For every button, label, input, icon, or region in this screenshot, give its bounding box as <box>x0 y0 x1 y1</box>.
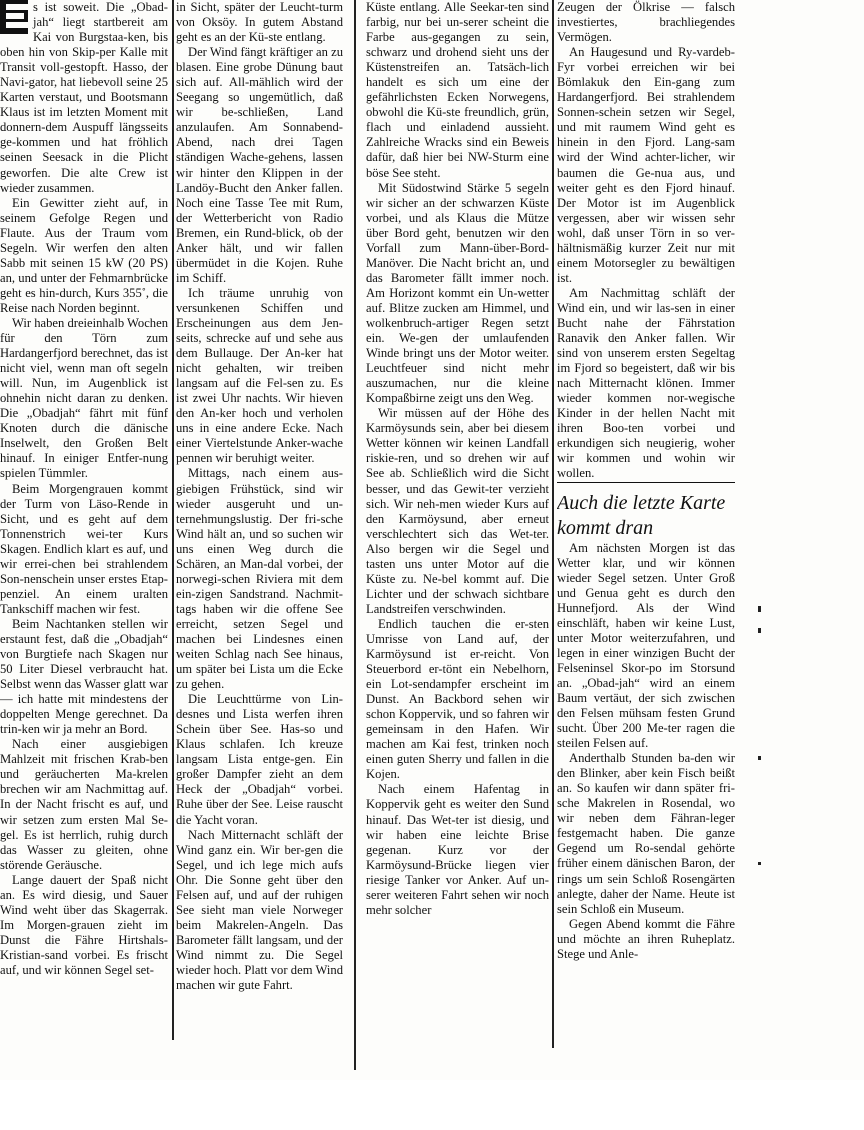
column-rule <box>552 0 554 1048</box>
column-rule <box>172 0 174 1040</box>
article-paragraph: s ist soweit. Die „Obad-jah“ liegt startbereit am Kai von Burgstaa-ken, bis oben hin von Skip-per Kalle mit Transit voll-gestopft. Hasso, der Navi-gator, hat liebevoll seine 25 Karten verstaut, und Bootsmann Klaus ist im letzten Moment mit donnern-dem Auspuff längsseits ge-kommen und hat fröhlich seinen Seesack in die Plicht geworfen. Die alte Crew ist wieder zusammen. <box>0 0 168 195</box>
article-paragraph: Beim Morgengrauen kommt der Turm von Läso-Rende in Sicht, und es geht auf dem Tonnenstrich wei-ter Kurs Skagen. Endlich klart es auf, und wir errei-chen bei strahlendem Son-nenschein unser erstes Etap-penziel. An einem uralten Tankschiff machen wir fest. <box>0 481 168 616</box>
column-rule <box>354 0 356 1070</box>
article-paragraph: Gegen Abend kommt die Fähre und möchte an ihren Ruheplatz. Stege und Anle- <box>557 916 735 961</box>
article-paragraph: Küste entlang. Alle Seekar-ten sind farbig, nur bei un-serer scheint die Farbe aus-gegangen zu sein, schwarz und drohend sieht uns der Küstenstreifen an. Tatsäch-lich handelt es sich um eine der gefährlichsten Ecken Norwegens, obwohl die Kü-ste freundlich, grün, flach und einladend aussieht. Zahlreiche Wracks sind ein Beweis dafür, daß hier bei NW-Sturm eine böse See steht. <box>366 0 549 180</box>
scan-speck <box>758 606 761 612</box>
article-column-2 <box>176 0 343 1070</box>
article-paragraph: Wir haben dreieinhalb Wochen für den Törn zum Hardangerfjord berechnet, das ist nicht viel, wenn man oft segeln will. Nun, im Augenblick ist ohnehin nicht daran zu denken. Die „Obadjah“ fährt mit fünf Knoten durch die dänische Inselwelt, den Großen Belt hinauf. In einiger Entfer-nung spielen Tümmler. <box>0 315 168 481</box>
article-paragraph: Anderthalb Stunden ba-den wir den Blinker, aber kein Fisch beißt an. So kaufen wir dann später fri-sche Makrelen in Rosendal, wo wir neben dem Fähran-leger festgemacht haben. Die ganze Gegend um Ro-sendal gehörte früher einem dänischen Baron, der rings um sein Schloß Rosengärten anlegte, daher der Name. Heute ist sein Schloß ein Museum. <box>557 751 735 916</box>
scan-speck <box>758 862 761 865</box>
article-column-3 <box>366 0 549 1070</box>
article-column-4 <box>557 0 735 1070</box>
article-paragraph: An Haugesund und Ry-vardeb-Fyr vorbei erreichen wir bei Bömlakuk den Ein-gang zum Hardangerfjord. Bei strahlendem Sonnen-schein setzen wir Segel, und mit raumem Wind geht es hinein in den Fjord. Lang-sam wird der Wind achter-licher, wir baumen die Ge-nua aus, und weiter geht es den Fjord hinauf. Der Motor ist im Augenblick vergessen, aber wir wissen sehr wohl, daß unser Törn in so ver-hältnismäßig kurzer Zeit nur mit einem Motorsegler zu bewältigen ist. <box>557 45 735 285</box>
article-paragraph: Ein Gewitter zieht auf, in seinem Gefolge Regen und Flaute. Aus der Traum vom Segeln. Wir werfen den alten Sabb mit seinen 15 kW (20 PS) an, und unter der Fehmarnbrücke geht es hin-durch, Kurs 355˚, die Reise nach Norden beginnt. <box>0 195 168 315</box>
article-paragraph: Endlich tauchen die er-sten Umrisse von Land auf, der Karmöysund ist er-reicht. Von Steuerbord er-tönt ein Nebelhorn, ein Lot-sendampfer erscheint im Dunst. An Backbord sehen wir schon Koppervik, und so fahren wir gemeinsam in den Hafen. Wir machen am Kai fest, trinken noch einen guten Sherry und fallen in die Kojen. <box>366 616 549 782</box>
article-paragraph: Nach einer ausgiebigen Mahlzeit mit frischen Krab-ben und geräucherten Ma-krelen brechen wir am Nachmittag auf. In der Nacht frischt es auf, und wir setzen zum ersten Mal Se-gel. Es ist herrlich, ruhig durch das Wasser zu gleiten, ohne störende Geräusche. <box>0 737 168 872</box>
article-paragraph: Ich träume unruhig von versunkenen Schiffen und Erscheinungen aus dem Jen-seits, schrecke auf und sehe aus dem Bullauge. Der An-ker hat nicht gehalten, wir treiben langsam auf die Fel-sen zu. Es ist zwei Uhr nachts. Wir hieven den An-ker hoch und verholen uns in eine andere Ecke. Nach einer Viertelstunde Anker-wache pennen wir beruhigt weiter. <box>176 285 343 466</box>
article-paragraph: Mittags, nach einem aus-giebigen Frühstück, sind wir wieder ausgeruht und un-ternehmungslustig. Der fri-sche Wind hält an, und so suchen wir uns einen Weg durch die Schären, an Man-dal vorbei, der norwegi-schen Riviera mit dem ein-zigen Sandstrand. Nachmit-tags haben wir die offene See erreicht, setzen Segel und machen bei Lindesnes einen weiten Schlag nach See hinaus, um später bei Lista um die Ecke zu gehen. <box>176 466 343 692</box>
page-margin <box>0 1080 864 1130</box>
article-paragraph: Zeugen der Ölkrise — falsch investiertes, brachliegendes Vermögen. <box>557 0 735 45</box>
article-paragraph: Nach einem Hafentag in Koppervik geht es weiter den Sund hinauf. Das Wet-ter ist diesig, und wir haben eine leichte Brise gegenan. Kurz vor der Karmöysund-Brücke liegen vier riesige Tanker vor Anker. Auf un-serer weiteren Fahrt sehen wir noch mehr solcher <box>366 782 549 917</box>
article-paragraph: in Sicht, später der Leucht-turm von Oksöy. In gutem Abstand geht es an der Kü-ste entlang. <box>176 0 343 45</box>
article-column-1 <box>0 0 168 1075</box>
article-paragraph: Beim Nachtanken stellen wir erstaunt fest, daß die „Obadjah“ von Burgtiefe nach Skagen nur 50 Liter Diesel verbraucht hat. Selbst wenn das Wasser glatt war — ich hatte mit mindestens der doppelten Menge gerechnet. Da trin-ken wir ja mehr an Bord. <box>0 616 168 737</box>
article-paragraph: Nach Mitternacht schläft der Wind ganz ein. Wir ber-gen die Segel, und ich lege mich aufs Ohr. Die Sonne geht über den Felsen auf, und auf der ruhigen See sieht man viele Norweger beim Makrelen-Angeln. Das Barometer fällt langsam, und der Wind nimmt zu. Die Segel wieder hoch. Platt vor dem Wind machen wir gute Fahrt. <box>176 827 343 993</box>
section-headline: Auch die letzte Karte kommt dran <box>557 482 735 541</box>
article-paragraph: Die Leuchttürme von Lin-desnes und Lista werfen ihren Schein über See. Has-so und Klaus schlafen. Ich kreuze langsam Lista entge-gen. Ein großer Dampfer zieht an dem Heck der „Obadjah“ vorbei. Ruhe über der See. Leise rauscht die Yacht voran. <box>176 692 343 827</box>
drop-cap-e <box>0 0 28 34</box>
article-paragraph: Am nächsten Morgen ist das Wetter klar, und wir können wieder Segel setzen. Unter Groß und Genua geht es durch den Hunnefjord. Als der Wind einschläft, haben wir keine Lust, unter Motor weiterzufahren, und legen in einer winzigen Bucht der Felseninsel Skor-po im Storsund an. „Obad-jah“ wird an einem Baum vertäut, der sich zwischen den Felsen mühsam festen Grund sucht. Über 200 Me-ter ragen die steilen Felsen auf. <box>557 540 735 751</box>
scan-speck <box>758 756 761 760</box>
article-paragraph: Wir müssen auf der Höhe des Karmöysunds sein, aber bei diesem Wetter können wir keinen Landfall riskie-ren, und so drehen wir auf See ab. Schließlich wird die Sicht besser, und das Gewit-ter verzieht sich. Wir neh-men wieder Kurs auf den Karmöysund, aber erneut verschlechtert sich das Wet-ter. Also bergen wir die Segel und tasten uns unter Motor auf die Küste zu. Ne-bel kommt auf. Die Lichter und der schwach sichtbare Landstreifen verschwinden. <box>366 406 549 616</box>
scan-speck <box>758 628 761 633</box>
article-paragraph: Am Nachmittag schläft der Wind ein, und wir las-sen in einer Bucht nahe der Fährstation Ranavik den Anker fallen. Wir sind von unserem ersten Segeltag im Fjord so begeistert, daß wir bis nach Mitternacht klönen. Immer wieder kommen nor-wegische Kinder in der hellen Nacht mit ihren Boo-ten vorbei und erkundigen sich neugierig, woher wir kommen und wohin wir wollen. <box>557 285 735 481</box>
article-paragraph: Lange dauert der Spaß nicht an. Es wird diesig, und Sauer Wind weht über das Skagerrak. Im Morgen-grauen zieht im Dunst die Fähre Hirtshals-Kristian-sand vorbei. Es frischt auf, und wir können Segel set- <box>0 872 168 977</box>
article-paragraph: Der Wind fängt kräftiger an zu blasen. Eine grobe Dünung baut sich auf. All-mählich wird der Seegang so ungemütlich, daß wir be-schließen, Land anzulaufen. Am Sonnabend-Abend, nach drei Tagen ständigen Wache-gehens, lassen wir hinter den Klippen in der Landöy-Bucht den Anker fallen. Noch eine Tasse Tee mit Rum, der Wetterbericht von Radio Bremen, ein Rund-blick, ob der Anker hält, und wir fallen übermüdet in die Kojen. Ruhe im Schiff. <box>176 45 343 285</box>
article-paragraph: Mit Südostwind Stärke 5 segeln wir sicher an der schwarzen Küste vorbei, und als Klaus die Mütze über Bord geht, benutzen wir den Vorfall zum Mann-über-Bord-Manöver. Die Nacht bricht an, und das Barometer fällt immer noch. Am Horizont kommt ein Un-wetter auf. Blitze zucken am Himmel, und wolkenbruch-artiger Regen setzt ein. We-gen der umlaufenden Winde bringt uns der Motor weiter. Leuchtfeuer sind nicht mehr auszumachen, nur die kleine Kompaßbirne zeigt uns den Weg. <box>366 180 549 406</box>
